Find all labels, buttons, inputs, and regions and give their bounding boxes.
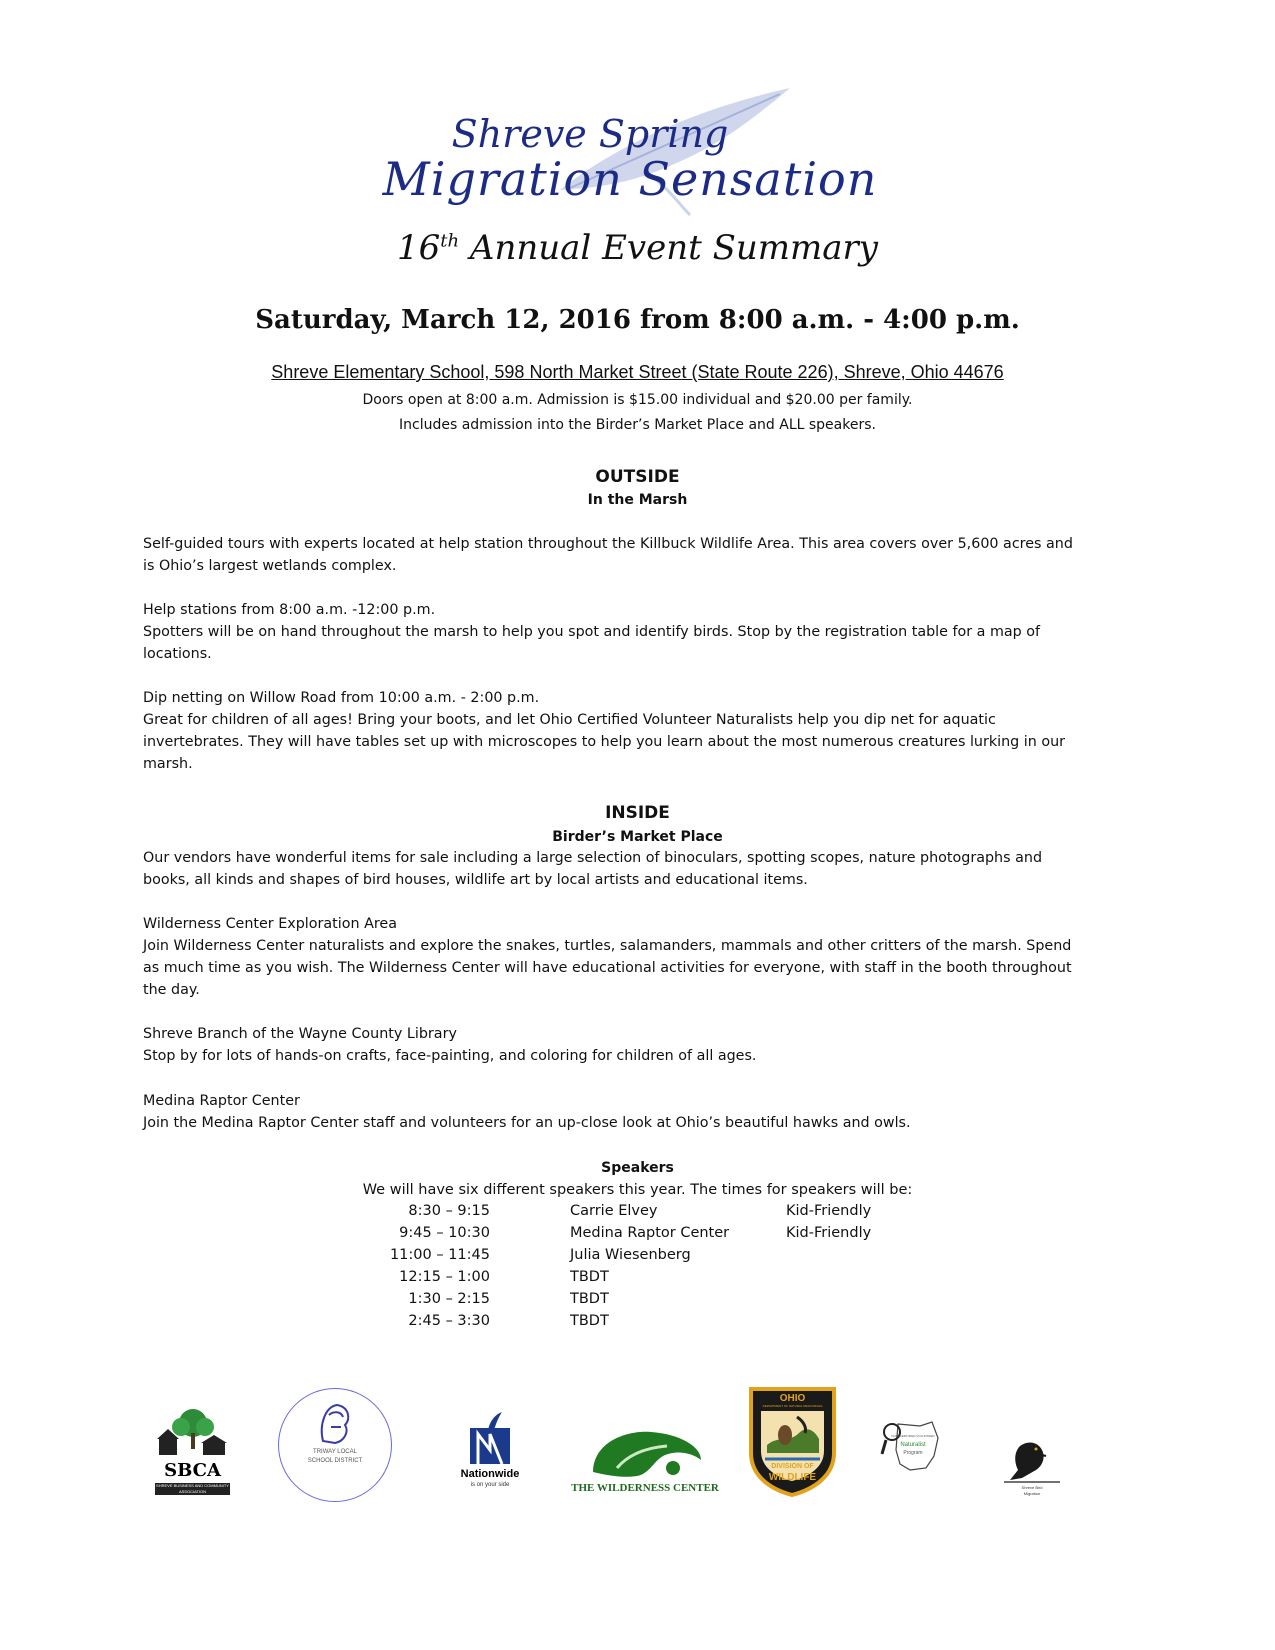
speaker-schedule (370, 1203, 930, 1335)
nationwide-eagle-icon (468, 1410, 512, 1466)
schedule-time: 11:00 – 11:45 (389, 1247, 490, 1263)
nationwide-logo (450, 1410, 530, 1498)
ohio-subtitle: DEPARTMENT OF NATURAL RESOURCES (762, 1404, 823, 1408)
ohio-wildlife-logo (745, 1383, 840, 1498)
schedule-time: 12:15 – 1:00 (399, 1269, 490, 1285)
schedule-time: 2:45 – 3:30 (408, 1313, 490, 1329)
library-text: Stop by for lots of hands-on crafts, face-painting, and coloring for children of all ages. (143, 1048, 757, 1064)
naturalist-line-1: OHIO CERTIFIED VOLUNTEER (891, 1434, 935, 1438)
dip-netting-heading: Dip netting on Willow Road from 10:00 a.m. - 2:00 p.m. (143, 690, 540, 706)
sbca-text: SBCA (164, 1460, 221, 1481)
schedule-speaker: Carrie Elvey (570, 1203, 658, 1219)
triway-logo (278, 1388, 392, 1502)
wilderness-text: Join Wilderness Center naturalists and explore the snakes, turtles, salamanders, mammals and other critters of the marsh. Spend as much time as you wish. The Wilderness Center will have educational activities for everyone, with staff in the booth throughout the day. (143, 938, 1072, 998)
title-ordinal: 16 (396, 228, 441, 268)
wildlife-text: WILDLIFE (768, 1472, 817, 1483)
schedule-row (370, 1203, 930, 1225)
event-logo (320, 80, 940, 240)
schedule-speaker: TBDT (570, 1291, 609, 1307)
schedule-row (370, 1313, 930, 1335)
bird-logo (1000, 1438, 1064, 1500)
naturalist-logo (880, 1420, 942, 1474)
schedule-time: 8:30 – 9:15 (408, 1203, 490, 1219)
schedule-row (370, 1291, 930, 1313)
schedule-speaker: Medina Raptor Center (570, 1225, 730, 1241)
outside-intro (143, 533, 1073, 577)
bird-logo-line-1: Shreve Bird (1021, 1485, 1043, 1490)
logo-line-2: Migration Sensation (382, 152, 878, 206)
speakers-title: Speakers (601, 1160, 674, 1176)
tree-icon (155, 1405, 230, 1460)
speakers-intro: We will have six different speakers this year. The times for speakers will be: (362, 1182, 913, 1198)
outside-title: OUTSIDE (595, 467, 680, 487)
page-title (0, 228, 1275, 268)
division-text: DIVISION OF (771, 1463, 814, 1470)
inside-subtitle: Birder’s Market Place (552, 829, 723, 845)
schedule-row (370, 1269, 930, 1291)
help-stations-text: Spotters will be on hand throughout the marsh to help you spot and identify birds. Stop by the registration table for a map of locations. (143, 624, 1041, 662)
ohio-text: OHIO (779, 1393, 806, 1404)
wilderness-area (143, 913, 1073, 1001)
leaf-icon (587, 1428, 707, 1482)
schedule-speaker: TBDT (570, 1313, 609, 1329)
event-date: Saturday, March 12, 2016 from 8:00 a.m. - 4:00 p.m. (255, 305, 1020, 335)
library (143, 1023, 1073, 1067)
raptor-heading: Medina Raptor Center (143, 1093, 300, 1109)
triway-line-1: TRIWAY LOCAL (313, 1449, 357, 1455)
wilderness-center-logo (565, 1428, 725, 1500)
schedule-time: 1:30 – 2:15 (408, 1291, 490, 1307)
nationwide-tagline: is on your side (470, 1482, 510, 1488)
includes-info: Includes admission into the Birder’s Market Place and ALL speakers. (399, 417, 876, 433)
schedule-time: 9:45 – 10:30 (399, 1225, 490, 1241)
schedule-note: Kid-Friendly (786, 1225, 872, 1241)
blackbird-icon (1000, 1438, 1064, 1484)
title-ordinal-suffix: th (440, 230, 460, 252)
raptor-text: Join the Medina Raptor Center staff and volunteers for an up-close look at Ohio’s beautiful hawks and owls. (143, 1115, 911, 1131)
wilderness-center-text: THE WILDERNESS CENTER (571, 1482, 719, 1494)
triway-line-2: SCHOOL DISTRICT (307, 1458, 363, 1464)
outside-subtitle: In the Marsh (587, 492, 688, 508)
schedule-note: Kid-Friendly (786, 1203, 872, 1219)
schedule-speaker: Julia Wiesenberg (570, 1247, 691, 1263)
schedule-row (370, 1225, 930, 1247)
naturalist-line-3: Program (903, 1450, 923, 1456)
market-place-text: Our vendors have wonderful items for sale including a large selection of binoculars, spotting scopes, nature photographs and books, all kinds and shapes of bird houses, wildlife art by local artists and educational items. (143, 850, 1043, 888)
dip-netting (143, 687, 1073, 775)
titan-head-icon (315, 1401, 355, 1447)
admission-info: Doors open at 8:00 a.m. Admission is $15.00 individual and $20.00 per family. (362, 392, 913, 408)
schedule-speaker: TBDT (570, 1269, 609, 1285)
nationwide-text: Nationwide (460, 1468, 520, 1480)
inside-title: INSIDE (605, 803, 670, 823)
market-place (143, 847, 1073, 891)
help-stations-heading: Help stations from 8:00 a.m. -12:00 p.m. (143, 602, 436, 618)
schedule-row (370, 1247, 930, 1269)
naturalist-line-2: Naturalist (900, 1442, 926, 1448)
title-rest: Annual Event Summary (459, 228, 879, 268)
bird-logo-line-2: Migration (1023, 1491, 1041, 1496)
library-heading: Shreve Branch of the Wayne County Library (143, 1026, 457, 1042)
raptor-center (143, 1090, 1073, 1134)
help-stations (143, 599, 1073, 665)
outside-intro-text: Self-guided tours with experts located at help station throughout the Killbuck Wildlife Area. This area covers over 5,600 acres and is Ohio’s largest wetlands complex. (143, 536, 1073, 574)
sbca-logo (155, 1405, 230, 1500)
sbca-subtitle: SHREVE BUSINESS AND COMMUNITY ASSOCIATION (156, 1483, 229, 1494)
logo-line-1: Shreve Spring (451, 112, 729, 156)
event-address: Shreve Elementary School, 598 North Market Street (State Route 226), Shreve, Ohio 44676 (271, 362, 1004, 382)
wilderness-heading: Wilderness Center Exploration Area (143, 916, 397, 932)
dip-netting-text: Great for children of all ages! Bring your boots, and let Ohio Certified Volunteer Naturalists help you dip net for aquatic invertebrates. They will have tables set up with microscopes to help you learn about the most numerous creatures lurking in our marsh. (143, 712, 1066, 772)
